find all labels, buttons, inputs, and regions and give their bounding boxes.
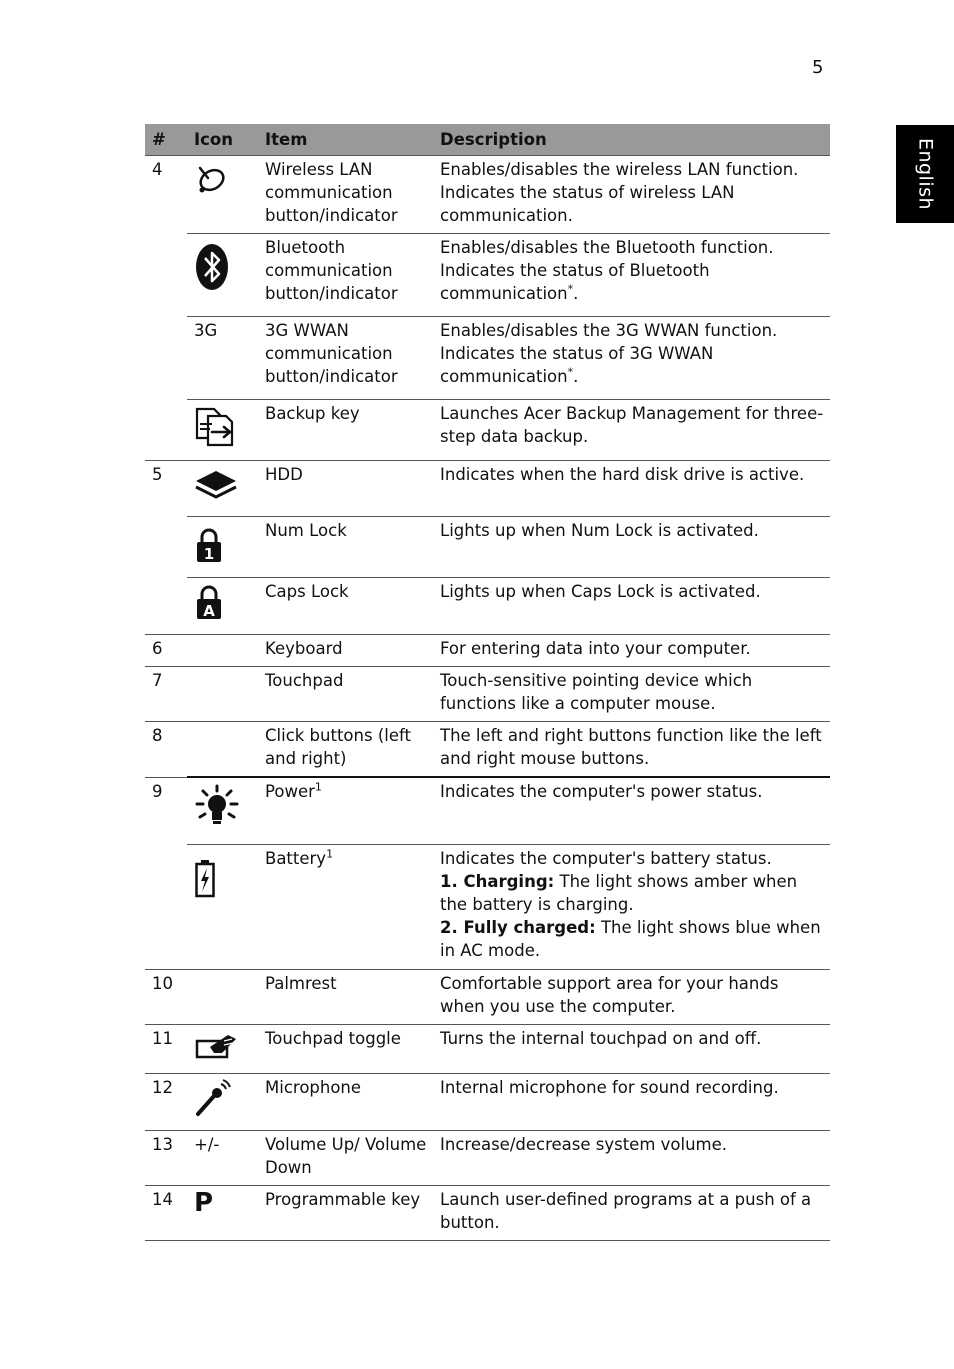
item-description: Launch user-defined programs at a push of a button. [433, 1186, 830, 1241]
language-tab [896, 125, 954, 223]
item-description: Indicates the computer's battery status. 1. Charging: The light shows amber when the battery is charging. 2. Fully charged: The light shows blue when in AC mode. [433, 845, 830, 970]
table-row [145, 517, 830, 578]
item-description: Comfortable support area for your hands when you use the computer. [433, 970, 830, 1025]
row-number: 9 [145, 777, 187, 845]
row-number: 4 [152, 160, 163, 179]
item-name: Backup key [258, 400, 433, 461]
table-row [145, 845, 830, 970]
header-description: Description [433, 124, 830, 156]
item-description: Enables/disables the Bluetooth function. Indicates the status of Bluetooth communication*. [433, 234, 830, 317]
item-name: HDD [258, 461, 433, 517]
desc-list-item: 1. Charging: The light shows amber when the battery is charging. [440, 872, 798, 914]
backup-icon [194, 406, 242, 448]
header-icon: Icon [187, 124, 258, 156]
row-number: 10 [145, 970, 187, 1025]
table-row [145, 1131, 830, 1186]
item-description: Lights up when Num Lock is activated. [433, 517, 830, 578]
table-row [145, 970, 830, 1025]
table-row [145, 1025, 830, 1074]
item-description: The left and right buttons function like the left and right mouse buttons. [433, 722, 830, 778]
item-description: Indicates the computer's power status. [433, 777, 830, 845]
item-name: Microphone [258, 1074, 433, 1131]
table-row [145, 722, 830, 778]
row-number: 5 [145, 461, 187, 517]
item-description: Indicates when the hard disk drive is active. [433, 461, 830, 517]
row-number: 7 [145, 667, 187, 722]
svg-text:1: 1 [203, 545, 215, 563]
programmable-key-icon: P [194, 1188, 214, 1218]
header-item: Item [258, 124, 433, 156]
item-name: Bluetooth communication button/indicator [258, 234, 433, 317]
table-row [145, 234, 830, 317]
item-name: 3G WWAN communication button/indicator [258, 317, 433, 400]
row-number: 8 [145, 722, 187, 778]
table-row [145, 461, 830, 517]
item-description: Launches Acer Backup Management for three-step data backup. [433, 400, 830, 461]
row-number: 13 [145, 1131, 187, 1186]
touchpad-toggle-icon [194, 1031, 238, 1061]
item-description: Touch-sensitive pointing device which functions like a computer mouse. [433, 667, 830, 722]
item-name: Palmrest [258, 970, 433, 1025]
language-tab-label: English [914, 137, 937, 211]
item-description: Turns the internal touchpad on and off. [433, 1025, 830, 1074]
caps-lock-icon [194, 584, 224, 622]
item-description: Enables/disables the 3G WWAN function. Indicates the status of 3G WWAN communication*. [433, 317, 830, 400]
3g-icon: 3G [194, 321, 218, 340]
item-name: Volume Up/ Volume Down [258, 1131, 433, 1186]
row-number: 14 [145, 1186, 187, 1241]
header-num: # [145, 124, 187, 156]
item-description: Increase/decrease system volume. [433, 1131, 830, 1186]
item-name: Click buttons (left and right) [258, 722, 433, 778]
page-number: 5 [812, 57, 824, 78]
table-row [145, 1074, 830, 1131]
item-description: Internal microphone for sound recording. [433, 1074, 830, 1131]
desc-list-item: 2. Fully charged: The light shows blue when in AC mode. [440, 918, 821, 960]
item-name: Power$^1$ [258, 777, 433, 845]
table-row [145, 777, 830, 845]
table-header-row [145, 124, 830, 156]
item-name: Num Lock [258, 517, 433, 578]
item-description: For entering data into your computer. [433, 635, 830, 667]
battery-icon [194, 859, 216, 899]
microphone-icon [194, 1078, 234, 1118]
wireless-lan-icon [194, 162, 230, 198]
table-row [145, 156, 830, 234]
row-number: 12 [145, 1074, 187, 1131]
item-name: Battery$^1$ [258, 845, 433, 970]
table-row [145, 667, 830, 722]
row-number: 11 [145, 1025, 187, 1074]
bluetooth-icon [194, 242, 230, 292]
table-row [145, 578, 830, 635]
item-name: Wireless LAN communication button/indicator [265, 160, 398, 225]
row-number: 6 [145, 635, 187, 667]
table-row [145, 1186, 830, 1241]
item-name: Caps Lock [258, 578, 433, 635]
item-description: Enables/disables the wireless LAN function. Indicates the status of wireless LAN communication. [440, 160, 799, 225]
hdd-icon [194, 467, 238, 503]
power-icon [194, 784, 240, 832]
item-name: Touchpad [258, 667, 433, 722]
item-name: Keyboard [258, 635, 433, 667]
table-row [145, 635, 830, 667]
item-description: Lights up when Caps Lock is activated. [433, 578, 830, 635]
svg-text:A: A [203, 602, 215, 620]
num-lock-icon [194, 527, 224, 565]
item-name: Touchpad toggle [258, 1025, 433, 1074]
item-name: Programmable key [258, 1186, 433, 1241]
volume-icon: +/- [194, 1135, 220, 1154]
component-table [145, 124, 830, 1241]
table-row [145, 317, 830, 400]
table-row [145, 400, 830, 461]
